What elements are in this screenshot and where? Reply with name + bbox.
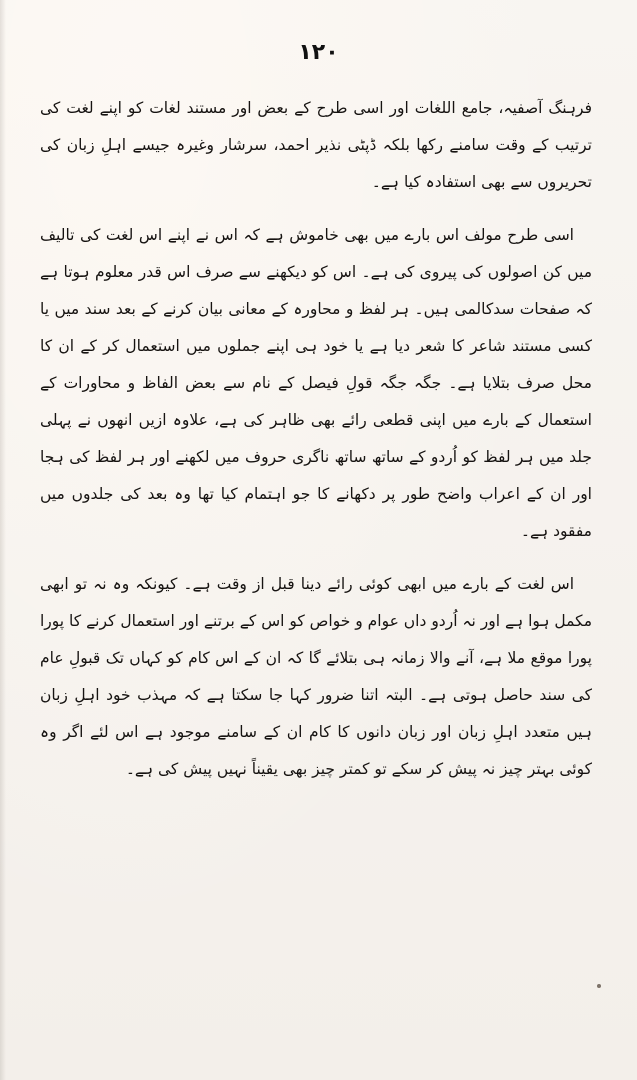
paper-speck [597,984,601,988]
paragraph-3: اس لغت کے بارے میں ابھی کوئی رائے دینا قبل از وقت ہے۔ کیونکہ وہ نہ تو ابھی مکمل ہوا ہے اور نہ اُردو داں عوام و خواص کو اس کے برتنے اور استعمال کرنے کا پورا پورا موقع ملا ہے، آنے والا زمانہ ہی بتلائے گا کہ ان کے اس کام کو کہاں تک قبولِ عام کی سند حاصل ہوتی ہے۔ البتہ اتنا ضرور کہا جا سکتا ہے کہ مہذب خود اہلِ زبان ہیں متعدد اہلِ زبان اور زبان دانوں کا کام ان کے سامنے موجود ہے اس لئے اگر وہ کوئی بہتر چیز نہ پیش کر سکے تو کمتر چیز بھی یقیناً نہیں پیش کی ہے۔ [40,575,592,778]
page-body [40,90,592,804]
page-number: ١٢٠ [298,40,339,65]
paragraph-1: فرہنگ آصفیہ، جامع اللغات اور اسی طرح کے بعض اور مستند لغات کو اپنے لغت کی ترتیب کے وقت سامنے رکھا بلکہ ڈپٹی نذیر احمد، سرشار وغیرہ جیسے اہلِ زبان کی تحریروں سے بھی استفادہ کیا ہے۔ [40,99,592,191]
paragraph-2: اسی طرح مولف اس بارے میں بھی خاموش ہے کہ اس نے اپنے اس لغت کی تالیف میں کن اصولوں کی پیروی کی ہے۔ اس کو دیکھنے سے صرف اس قدر معلوم ہوتا ہے کہ صفحات سدکالمی ہیں۔ ہر لفظ و محاورہ کے معانی بیان کرنے کے بعد سند میں یا کسی مستند شاعر کا شعر دیا ہے یا خود ہی اپنے جملوں میں استعمال کر کے ان کا محل صرف بتلایا ہے۔ جگہ جگہ قولِ فیصل کے نام سے بعض الفاظ و محاورات کے استعمال کے بارے میں اپنی قطعی رائے بھی ظاہر کی ہے، علاوہ ازیں انھوں نے پہلی جلد میں ہر لفظ کو اُردو کے ساتھ ساتھ ناگری حروف میں لکھنے اور ہر لفظ کی ہجا اور ان کے اعراب واضح طور پر دکھانے کا جو اہتمام کیا تھا وہ بعد کی جلدوں میں مفقود ہے۔ [40,226,592,540]
page-binding-shadow [0,0,6,1080]
